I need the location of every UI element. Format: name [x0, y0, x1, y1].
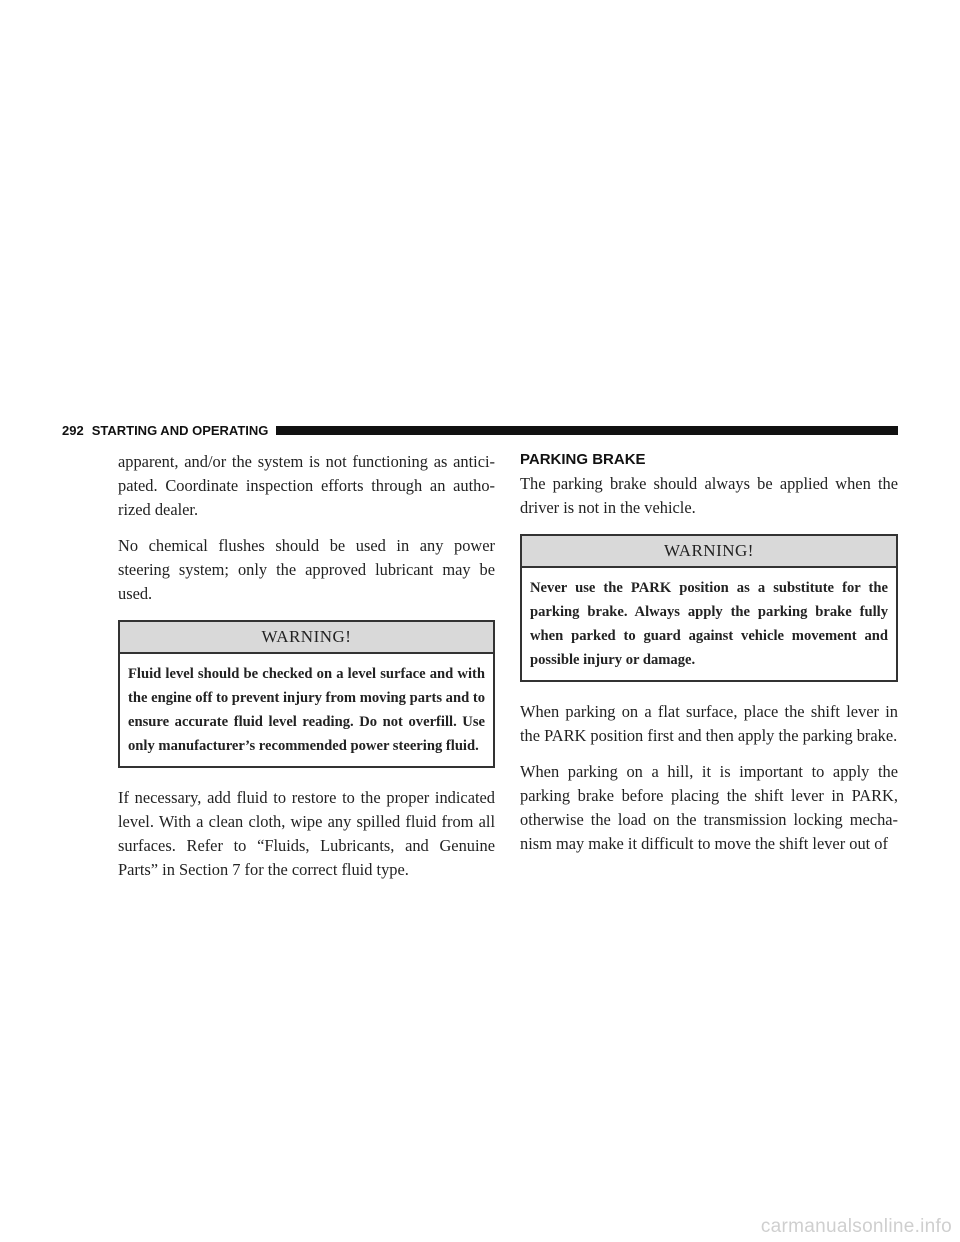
warning-title: WARNING! [522, 536, 896, 568]
paragraph: If necessary, add fluid to restore to the proper indicated level. With a clean cloth, wipe any spilled fluid from all surfaces. Refer to “Fluids, Lubricants, and Genuine Parts” in Section 7 for the correct fluid type. [118, 788, 495, 879]
paragraph: When parking on a flat surface, place the shift lever in the PARK position first and then apply the parking brake. [520, 702, 898, 745]
warning-text: Fluid level should be checked on a level surface and with the engine off to prevent injury from moving parts and to ensure accurate fluid level reading. Do not overfill. Use only manufacturer’s recommended power steering fluid. [128, 666, 485, 754]
paragraph: apparent, and/or the system is not functioning as antici-pated. Coordinate inspection efforts through an autho-rized dealer. [118, 452, 495, 519]
watermark-text: carmanualsonline.info [760, 1216, 952, 1237]
warning-text: Never use the PARK position as a substitute for the parking brake. Always apply the parking brake fully when parked to guard against vehicle movement and possible injury or damage. [530, 580, 888, 668]
section-heading: PARKING BRAKE [520, 451, 646, 468]
paragraph: The parking brake should always be applied when the driver is not in the vehicle. [520, 474, 898, 517]
header-rule [276, 426, 898, 435]
page-number: 292 [62, 422, 84, 438]
section-title: STARTING AND OPERATING [91, 422, 269, 438]
paragraph: No chemical flushes should be used in any power steering system; only the approved lubricant may be used. [118, 536, 495, 603]
warning-title: WARNING! [120, 622, 493, 654]
warning-box [520, 534, 898, 682]
right-column [520, 450, 898, 868]
left-column [118, 450, 495, 894]
warning-box [118, 620, 495, 768]
page-header [62, 420, 898, 440]
paragraph: When parking on a hill, it is important to apply the parking brake before placing the shift lever in PARK, otherwise the load on the transmission locking mecha-nism may make it difficult to move the shift lever out of [520, 762, 898, 853]
